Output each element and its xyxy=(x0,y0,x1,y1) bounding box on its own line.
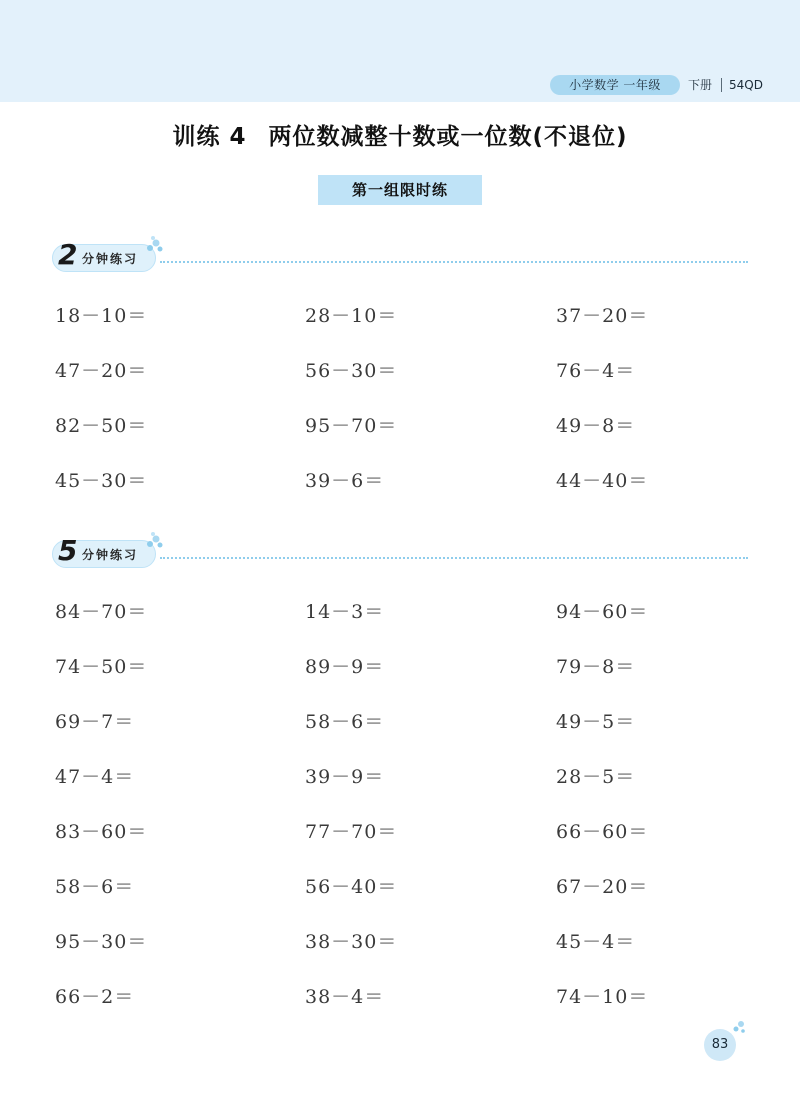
dotted-separator xyxy=(160,557,748,559)
page-title xyxy=(0,118,800,151)
section-minutes: 2 xyxy=(58,238,78,271)
problem-item: 38－30＝ xyxy=(305,931,398,953)
problem-item: 74－50＝ xyxy=(55,656,148,678)
problem-item: 66－60＝ xyxy=(556,821,649,843)
problem-item: 89－9＝ xyxy=(305,656,385,678)
problem-item: 74－10＝ xyxy=(556,986,649,1008)
edition-code: 54QD xyxy=(729,78,763,92)
problem-item: 58－6＝ xyxy=(305,711,385,733)
problem-item: 18－10＝ xyxy=(55,305,148,327)
problem-item: 56－40＝ xyxy=(305,876,398,898)
problem-item: 44－40＝ xyxy=(556,470,649,492)
problem-item: 14－3＝ xyxy=(305,601,385,623)
problem-item: 94－60＝ xyxy=(556,601,649,623)
problem-item: 38－4＝ xyxy=(305,986,385,1008)
problem-item: 83－60＝ xyxy=(55,821,148,843)
section-minutes: 5 xyxy=(58,534,78,567)
section-label: 分钟练习 xyxy=(82,548,139,562)
header-divider xyxy=(721,78,722,92)
section-label: 分钟练习 xyxy=(82,252,139,266)
problem-item: 45－30＝ xyxy=(55,470,148,492)
page-number: 83 xyxy=(704,1029,736,1061)
problem-item: 76－4＝ xyxy=(556,360,636,382)
section-header-2 xyxy=(52,536,748,572)
section-header-1 xyxy=(52,240,748,276)
dotted-separator xyxy=(160,261,748,263)
problem-item: 58－6＝ xyxy=(55,876,135,898)
problem-item: 39－6＝ xyxy=(305,470,385,492)
water-drops-icon xyxy=(144,530,164,550)
problem-item: 37－20＝ xyxy=(556,305,649,327)
lesson-number: 训练 4 xyxy=(172,124,247,150)
problem-item: 95－30＝ xyxy=(55,931,148,953)
water-drops-icon xyxy=(732,1018,746,1034)
header-band xyxy=(0,0,800,102)
group-banner: 第一组限时练 xyxy=(318,175,482,205)
problem-item: 66－2＝ xyxy=(55,986,135,1008)
problem-item: 95－70＝ xyxy=(305,415,398,437)
problem-item: 28－10＝ xyxy=(305,305,398,327)
problem-item: 47－4＝ xyxy=(55,766,135,788)
problem-item: 56－30＝ xyxy=(305,360,398,382)
volume-label: 下册 xyxy=(688,78,713,92)
problem-item: 47－20＝ xyxy=(55,360,148,382)
problem-item: 28－5＝ xyxy=(556,766,636,788)
problem-item: 49－8＝ xyxy=(556,415,636,437)
lesson-topic: 两位数减整十数或一位数(不退位) xyxy=(268,124,628,150)
problem-item: 49－5＝ xyxy=(556,711,636,733)
problem-item: 45－4＝ xyxy=(556,931,636,953)
problem-item: 79－8＝ xyxy=(556,656,636,678)
problem-item: 82－50＝ xyxy=(55,415,148,437)
subject-grade-tag: 小学数学 一年级 xyxy=(550,75,680,95)
problem-item: 69－7＝ xyxy=(55,711,135,733)
water-drops-icon xyxy=(144,234,164,254)
problem-item: 84－70＝ xyxy=(55,601,148,623)
problem-item: 67－20＝ xyxy=(556,876,649,898)
problem-item: 77－70＝ xyxy=(305,821,398,843)
problem-item: 39－9＝ xyxy=(305,766,385,788)
